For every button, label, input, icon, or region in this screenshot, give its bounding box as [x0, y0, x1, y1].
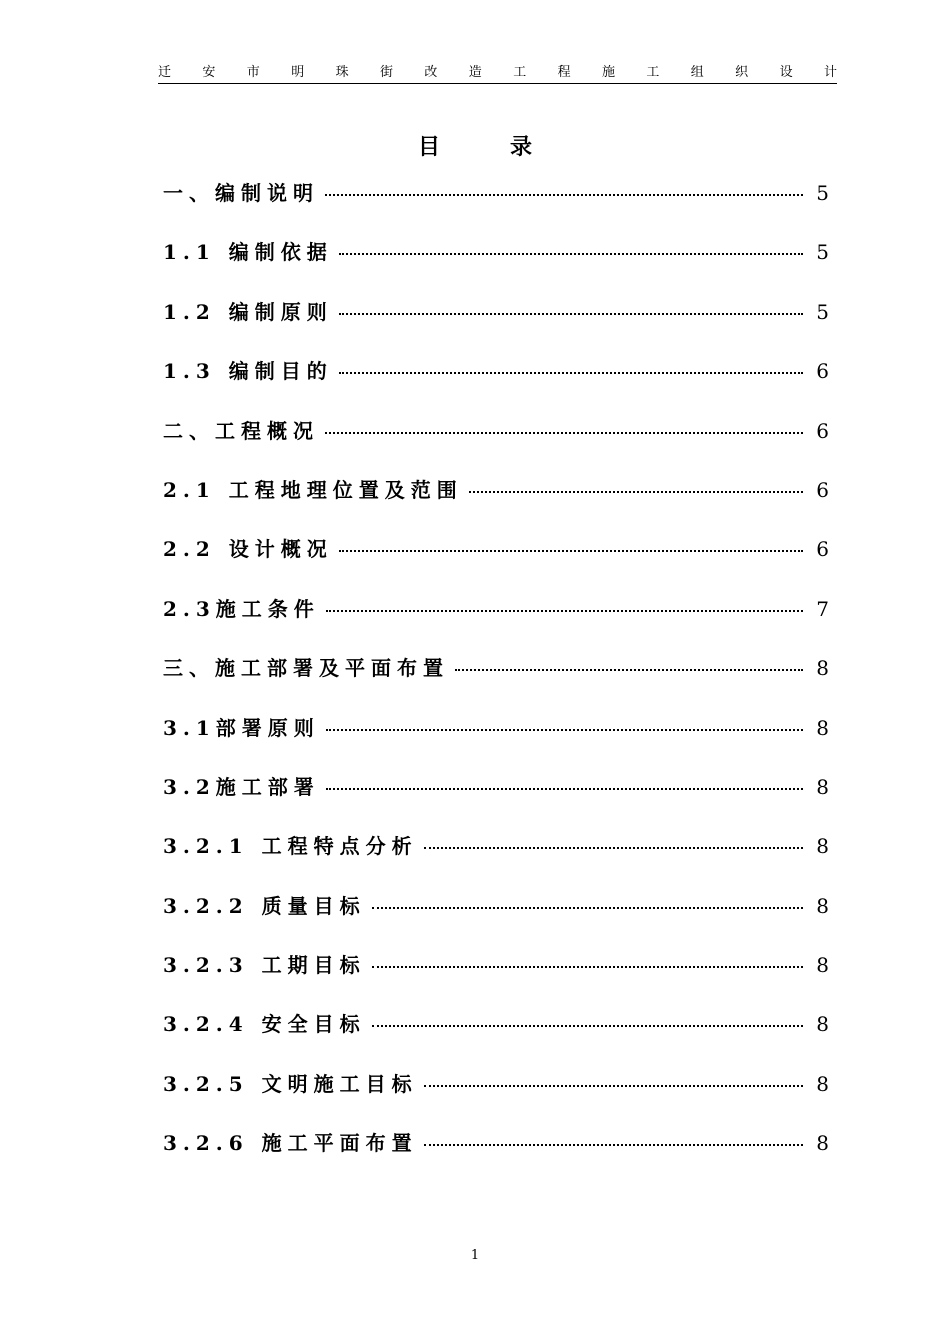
toc-entry-text: 3.2.3 工期目标 — [163, 953, 366, 978]
toc-entry-1-3[interactable] — [163, 356, 829, 415]
toc-entry-text: 1.3 编制目的 — [163, 359, 333, 384]
toc-page-number: 6 — [816, 537, 829, 562]
dot-leader — [339, 550, 803, 552]
toc-entry-text: 三、施工部署及平面布置 — [163, 656, 449, 681]
toc-page-number: 8 — [816, 715, 829, 740]
toc-entry-text: 2.1 工程地理位置及范围 — [163, 477, 463, 502]
toc-entry-text: 3.2.6 施工平面布置 — [163, 1131, 418, 1156]
header-title: 迁安市明珠街改造工程施工组织设计 — [158, 65, 837, 80]
toc-page-number: 6 — [816, 359, 829, 384]
dot-leader — [469, 491, 803, 493]
toc-entry-2-2[interactable] — [163, 534, 829, 593]
dot-leader — [455, 669, 803, 671]
dot-leader — [326, 729, 803, 731]
toc-entry-text: 2.2 设计概况 — [163, 537, 333, 562]
toc-entry-3-2-1[interactable] — [163, 831, 829, 890]
toc-entry-1[interactable] — [163, 178, 829, 237]
toc-entry-3[interactable] — [163, 653, 829, 712]
dot-leader — [372, 966, 803, 968]
toc-entry-2-1[interactable] — [163, 475, 829, 534]
dot-leader — [325, 432, 803, 434]
toc-page-number: 8 — [816, 1012, 829, 1037]
toc-page-number: 8 — [816, 1071, 829, 1096]
toc-entry-text: 一、编制说明 — [163, 181, 319, 205]
dot-leader — [372, 1025, 803, 1027]
toc-page-number: 8 — [816, 656, 829, 681]
toc-entry-text: 1.2 编制原则 — [163, 299, 333, 324]
toc-entry-3-1[interactable] — [163, 713, 829, 772]
page-number: 1 — [470, 1248, 480, 1263]
dot-leader — [372, 907, 803, 909]
toc-entry-3-2-5[interactable] — [163, 1069, 829, 1128]
table-of-contents — [163, 178, 829, 1188]
toc-entry-3-2-2[interactable] — [163, 891, 829, 950]
toc-entry-1-1[interactable] — [163, 237, 829, 296]
toc-entry-text: 3.2.5 文明施工目标 — [163, 1071, 418, 1096]
dot-leader — [326, 788, 803, 790]
toc-entry-text: 2.3施工条件 — [163, 596, 320, 621]
dot-leader — [424, 1144, 803, 1146]
page-header — [158, 64, 837, 84]
toc-entry-1-2[interactable] — [163, 297, 829, 356]
toc-entry-text: 3.2.4 安全目标 — [163, 1012, 366, 1037]
toc-entry-2-3[interactable] — [163, 594, 829, 653]
toc-page-number: 8 — [816, 893, 829, 918]
toc-entry-text: 3.1部署原则 — [163, 715, 320, 740]
dot-leader — [424, 1085, 803, 1087]
toc-entry-text: 3.2施工部署 — [163, 774, 320, 799]
toc-entry-3-2[interactable] — [163, 772, 829, 831]
toc-entry-2[interactable] — [163, 416, 829, 475]
toc-title: 目录 — [417, 134, 602, 160]
toc-entry-3-2-4[interactable] — [163, 1009, 829, 1068]
dot-leader — [326, 610, 803, 612]
toc-page-number: 8 — [816, 1131, 829, 1156]
dot-leader — [339, 253, 803, 255]
dot-leader — [339, 372, 803, 374]
toc-page-number: 5 — [816, 299, 829, 324]
toc-entry-3-2-3[interactable] — [163, 950, 829, 1009]
toc-entry-text: 3.2.1 工程特点分析 — [163, 834, 418, 859]
toc-page-number: 8 — [816, 774, 829, 799]
dot-leader — [424, 847, 803, 849]
toc-entry-text: 二、工程概况 — [163, 418, 319, 443]
toc-page-number: 6 — [816, 477, 829, 502]
dot-leader — [325, 194, 803, 196]
toc-page-number: 5 — [816, 240, 829, 265]
dot-leader — [339, 313, 803, 315]
toc-page-number: 8 — [816, 953, 829, 978]
toc-page-number: 6 — [816, 418, 829, 443]
toc-page-number: 5 — [816, 181, 829, 205]
toc-entry-text: 1.1 编制依据 — [163, 240, 333, 265]
toc-page-number: 7 — [816, 596, 829, 621]
toc-page-number: 8 — [816, 834, 829, 859]
toc-entry-text: 3.2.2 质量目标 — [163, 893, 366, 918]
toc-entry-3-2-6[interactable] — [163, 1128, 829, 1187]
